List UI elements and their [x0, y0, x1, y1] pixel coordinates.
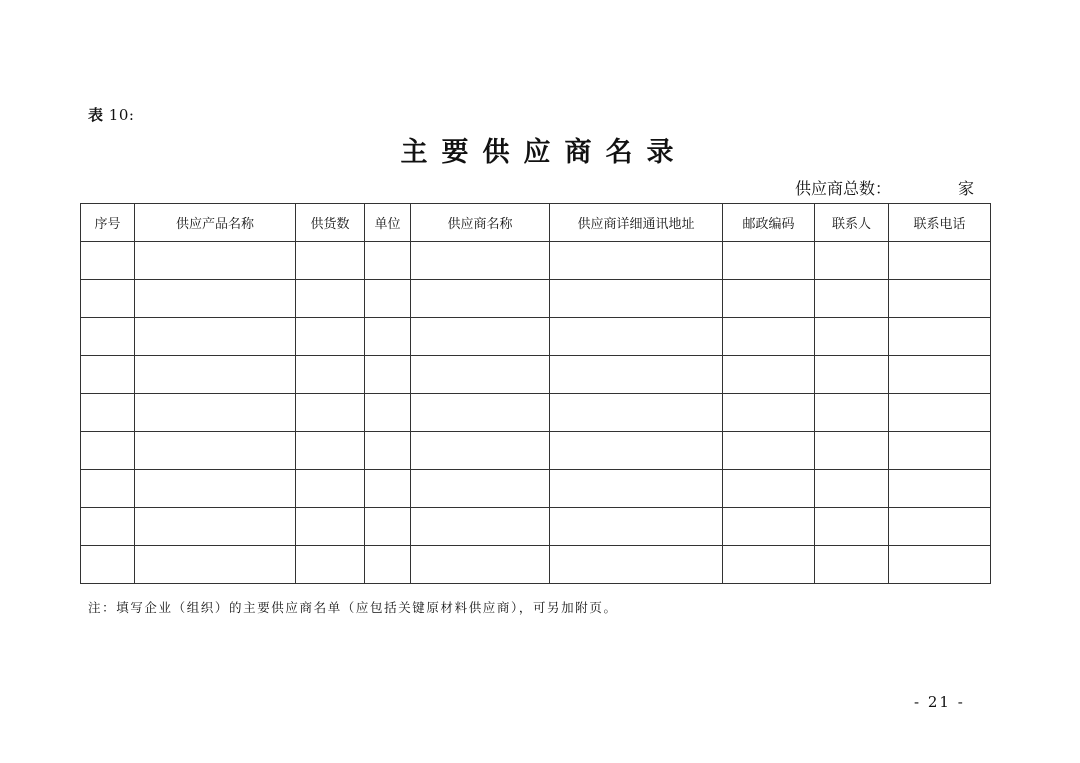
table-row	[81, 394, 991, 432]
table-cell	[296, 508, 365, 546]
table-cell	[135, 546, 296, 584]
table-cell	[365, 546, 411, 584]
table-cell	[135, 318, 296, 356]
table-row	[81, 546, 991, 584]
table-cell	[550, 432, 723, 470]
table-cell	[550, 394, 723, 432]
table-cell	[81, 280, 135, 318]
table-cell	[550, 356, 723, 394]
table-cell	[411, 432, 550, 470]
table-cell	[889, 394, 991, 432]
column-header-phone: 联系电话	[889, 204, 991, 242]
table-cell	[81, 356, 135, 394]
table-row	[81, 318, 991, 356]
table-cell	[365, 432, 411, 470]
table-cell	[723, 318, 815, 356]
table-cell	[723, 508, 815, 546]
table-cell	[723, 394, 815, 432]
table-cell	[815, 470, 889, 508]
column-header-contact: 联系人	[815, 204, 889, 242]
table-cell	[889, 546, 991, 584]
table-cell	[815, 508, 889, 546]
table-cell	[135, 280, 296, 318]
table-number-label	[88, 104, 134, 125]
table-header-row	[81, 204, 991, 242]
table-cell	[550, 546, 723, 584]
table-cell	[723, 356, 815, 394]
table-cell	[411, 318, 550, 356]
table-cell	[889, 280, 991, 318]
table-cell	[723, 280, 815, 318]
table-cell	[296, 432, 365, 470]
table-cell	[135, 432, 296, 470]
column-header-product: 供应产品名称	[135, 204, 296, 242]
table-row	[81, 470, 991, 508]
document-title: 主要供应商名录	[400, 137, 688, 168]
table-cell	[889, 356, 991, 394]
table-cell	[723, 432, 815, 470]
table-cell	[81, 508, 135, 546]
table-cell	[550, 508, 723, 546]
table-cell	[296, 546, 365, 584]
table-cell	[815, 280, 889, 318]
column-header-unit: 单位	[365, 204, 411, 242]
table-cell	[411, 242, 550, 280]
table-cell	[815, 242, 889, 280]
table-cell	[296, 470, 365, 508]
table-cell	[365, 242, 411, 280]
table-cell	[411, 280, 550, 318]
table-cell	[81, 394, 135, 432]
table-cell	[81, 432, 135, 470]
table-cell	[365, 508, 411, 546]
column-header-quantity: 供货数	[296, 204, 365, 242]
table-label-number: 10:	[103, 106, 135, 124]
supplier-count-unit: 家	[958, 179, 975, 198]
table-cell	[365, 318, 411, 356]
table-cell	[550, 242, 723, 280]
table-cell	[81, 318, 135, 356]
table-cell	[815, 394, 889, 432]
table-cell	[815, 318, 889, 356]
table-footnote: 注：填写企业（组织）的主要供应商名单（应包括关键原材料供应商），可另加附页。	[88, 600, 618, 615]
table-cell	[365, 470, 411, 508]
column-header-postcode: 邮政编码	[723, 204, 815, 242]
table-cell	[815, 432, 889, 470]
table-cell	[815, 546, 889, 584]
table-cell	[411, 546, 550, 584]
column-header-address: 供应商详细通讯地址	[550, 204, 723, 242]
table-cell	[296, 356, 365, 394]
table-cell	[550, 470, 723, 508]
table-cell	[296, 280, 365, 318]
table-cell	[411, 470, 550, 508]
table-cell	[135, 394, 296, 432]
table-label-prefix: 表	[88, 106, 104, 124]
table-cell	[81, 546, 135, 584]
table-row	[81, 280, 991, 318]
table-cell	[723, 470, 815, 508]
table-cell	[889, 318, 991, 356]
table-cell	[296, 318, 365, 356]
table-cell	[550, 280, 723, 318]
table-cell	[411, 394, 550, 432]
column-header-supplier-name: 供应商名称	[411, 204, 550, 242]
table-cell	[723, 546, 815, 584]
table-cell	[135, 356, 296, 394]
table-cell	[550, 318, 723, 356]
table-row	[81, 508, 991, 546]
table-body	[81, 242, 991, 584]
table-row	[81, 432, 991, 470]
table-cell	[815, 356, 889, 394]
table-cell	[365, 280, 411, 318]
table-cell	[889, 508, 991, 546]
table-cell	[296, 242, 365, 280]
page-number: - 21 -	[914, 693, 965, 711]
table-cell	[81, 242, 135, 280]
table-row	[81, 242, 991, 280]
table-cell	[135, 508, 296, 546]
table-cell	[81, 470, 135, 508]
supplier-table	[80, 203, 991, 584]
table-cell	[889, 432, 991, 470]
table-cell	[365, 394, 411, 432]
table-cell	[723, 242, 815, 280]
column-header-serial: 序号	[81, 204, 135, 242]
table-row	[81, 356, 991, 394]
table-cell	[889, 470, 991, 508]
table-cell	[135, 242, 296, 280]
table-cell	[411, 356, 550, 394]
table-cell	[411, 508, 550, 546]
table-cell	[889, 242, 991, 280]
table-cell	[296, 394, 365, 432]
table-cell	[365, 356, 411, 394]
supplier-count-label: 供应商总数：	[795, 179, 892, 198]
table-cell	[135, 470, 296, 508]
